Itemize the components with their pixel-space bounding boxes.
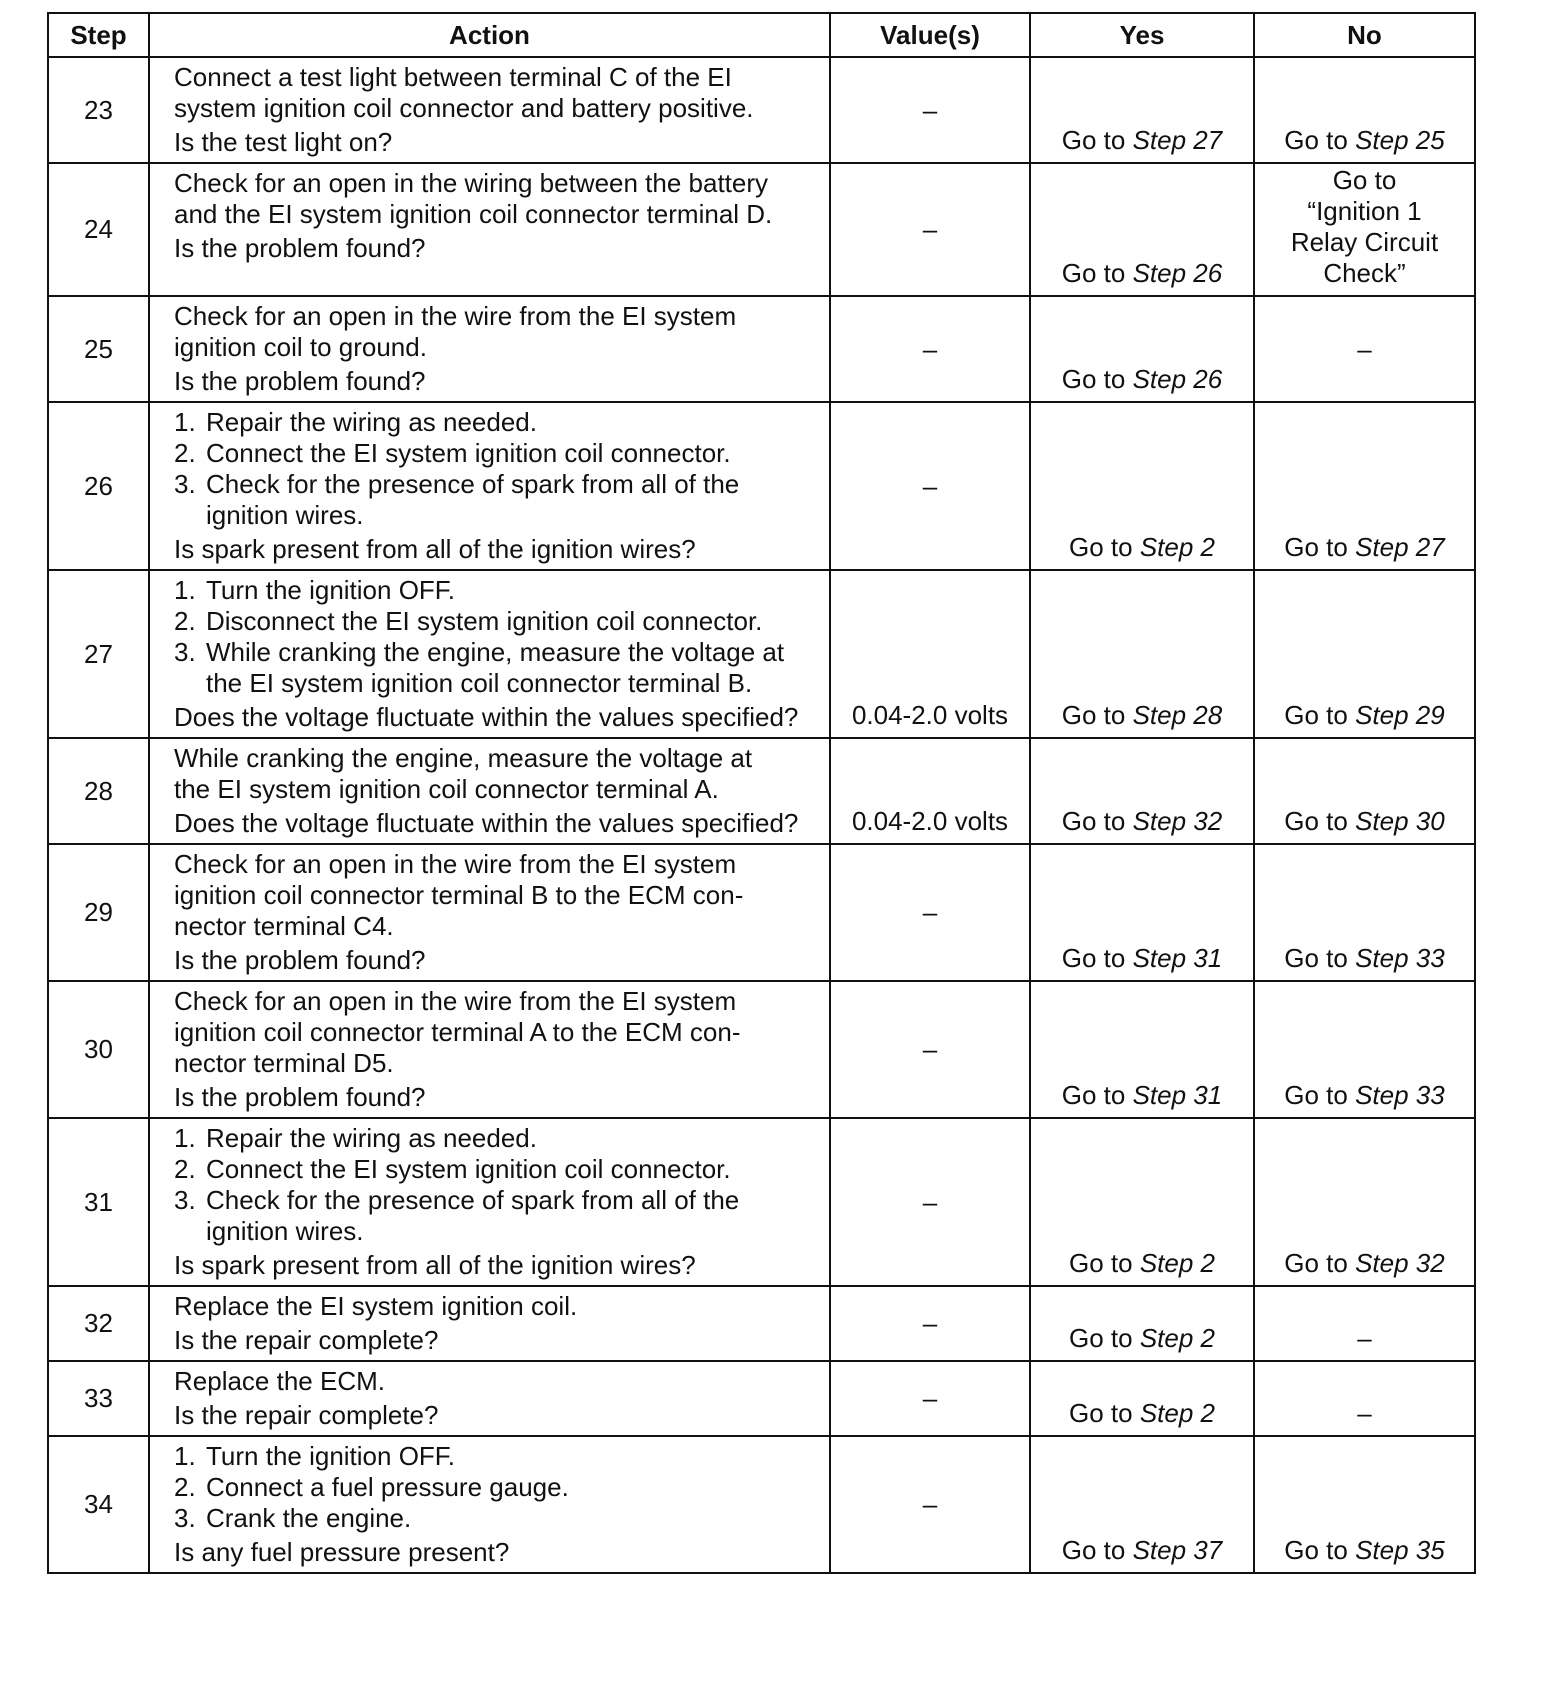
- item-number: 1.: [174, 575, 196, 605]
- no-cell: –: [1254, 1361, 1475, 1436]
- value-cell: –: [830, 1436, 1030, 1573]
- action-item: [174, 1154, 819, 1185]
- action-question: Is the repair complete?: [174, 1400, 439, 1430]
- action-question: Does the voltage fluctuate within the values specified?: [174, 808, 799, 838]
- no-cell: –: [1254, 1286, 1475, 1361]
- item-text: Check for the presence of spark from all of the: [206, 1185, 740, 1215]
- table-row: [48, 570, 1475, 738]
- step-number: 26: [48, 402, 149, 570]
- item-text: Repair the wiring as needed.: [206, 1123, 537, 1153]
- item-number: 3.: [174, 469, 196, 499]
- goto-step-link: Step 32: [1132, 806, 1223, 836]
- goto-text: Go to: [1069, 1248, 1133, 1278]
- table-row: [48, 402, 1475, 570]
- goto-text: Go to: [1284, 1248, 1348, 1278]
- goto-step-link: Step 33: [1355, 1080, 1445, 1110]
- yes-cell: [1030, 1118, 1254, 1286]
- action-line: and the EI system ignition coil connector terminal D.: [174, 199, 773, 229]
- yes-cell: [1030, 1286, 1254, 1361]
- value-cell: –: [830, 163, 1030, 296]
- action-question: Is the problem found?: [174, 233, 426, 263]
- action-question: Does the voltage fluctuate within the values specified?: [174, 702, 799, 732]
- table-row: [48, 1361, 1475, 1436]
- action-item: [174, 637, 819, 668]
- goto-step-link: Step 2: [1139, 1398, 1215, 1428]
- action-item: [174, 1503, 819, 1534]
- action-item: [174, 606, 819, 637]
- goto-step-link: Step 26: [1132, 258, 1223, 288]
- goto-step-link: Step 27: [1132, 125, 1223, 155]
- yes-cell: [1030, 1436, 1254, 1573]
- goto-step-link: Step 33: [1355, 943, 1445, 973]
- action-question: Is any fuel pressure present?: [174, 1537, 510, 1567]
- action-item: [174, 469, 819, 500]
- step-number: 24: [48, 163, 149, 296]
- goto-step-link: Step 29: [1355, 700, 1445, 730]
- goto-step-link: Step 28: [1132, 700, 1223, 730]
- item-number: 1.: [174, 407, 196, 437]
- goto-step-link: Step 35: [1355, 1535, 1445, 1565]
- goto-text: Go to: [1061, 125, 1126, 155]
- header-no: No: [1254, 13, 1475, 57]
- goto-text: Go to: [1061, 1535, 1126, 1565]
- goto-step-link: Step 31: [1132, 1080, 1223, 1110]
- no-line: “Ignition 1: [1307, 196, 1422, 226]
- action-cell: [149, 402, 830, 570]
- yes-cell: [1030, 844, 1254, 981]
- no-cell: [1254, 1118, 1475, 1286]
- yes-cell: [1030, 402, 1254, 570]
- item-continuation: the EI system ignition coil connector terminal B.: [206, 668, 753, 698]
- item-text: Connect a fuel pressure gauge.: [206, 1472, 569, 1502]
- table-row: [48, 163, 1475, 296]
- no-cell: [1254, 163, 1475, 296]
- value-cell: –: [830, 1118, 1030, 1286]
- no-cell: [1254, 402, 1475, 570]
- action-item: [174, 438, 819, 469]
- goto-step-link: Step 2: [1139, 1323, 1215, 1353]
- step-number: 25: [48, 296, 149, 402]
- item-number: 1.: [174, 1123, 196, 1153]
- header-row: [48, 13, 1475, 57]
- goto-text: Go to: [1069, 1323, 1133, 1353]
- action-line: system ignition coil connector and battery positive.: [174, 93, 754, 123]
- value-cell: –: [830, 57, 1030, 163]
- action-line: Replace the EI system ignition coil.: [174, 1291, 578, 1321]
- item-text: Connect the EI system ignition coil connector.: [206, 1154, 731, 1184]
- no-line: Go to: [1332, 165, 1397, 195]
- action-line: Check for an open in the wire from the EI system: [174, 301, 737, 331]
- step-number: 28: [48, 738, 149, 844]
- header-step: Step: [48, 13, 149, 57]
- no-cell: –: [1254, 296, 1475, 402]
- table-row: [48, 1436, 1475, 1573]
- no-line: Check”: [1323, 258, 1406, 288]
- item-number: 3.: [174, 637, 196, 667]
- goto-step-link: Step 2: [1139, 532, 1215, 562]
- action-cell: [149, 1436, 830, 1573]
- yes-cell: [1030, 981, 1254, 1118]
- value-cell: 0.04-2.0 volts: [830, 570, 1030, 738]
- action-item: [174, 1472, 819, 1503]
- item-number: 2.: [174, 438, 196, 468]
- action-line: ignition coil connector terminal B to the ECM con-: [174, 880, 744, 910]
- item-text: While cranking the engine, measure the voltage at: [206, 637, 785, 667]
- goto-text: Go to: [1284, 1535, 1348, 1565]
- action-line: ignition coil connector terminal A to the ECM con-: [174, 1017, 741, 1047]
- item-number: 2.: [174, 1154, 196, 1184]
- action-cell: [149, 981, 830, 1118]
- step-number: 34: [48, 1436, 149, 1573]
- yes-cell: [1030, 738, 1254, 844]
- step-number: 23: [48, 57, 149, 163]
- action-item: [174, 575, 819, 606]
- header-yes: Yes: [1030, 13, 1254, 57]
- item-continuation: ignition wires.: [206, 500, 364, 530]
- action-line: Check for an open in the wire from the EI system: [174, 986, 737, 1016]
- action-item: [174, 1185, 819, 1216]
- value-cell: –: [830, 1286, 1030, 1361]
- goto-step-link: Step 37: [1132, 1535, 1223, 1565]
- value-cell: –: [830, 844, 1030, 981]
- goto-text: Go to: [1061, 258, 1126, 288]
- no-line: Relay Circuit: [1290, 227, 1439, 257]
- action-cell: [149, 738, 830, 844]
- goto-step-link: Step 27: [1355, 532, 1445, 562]
- action-question: Is the problem found?: [174, 1082, 426, 1112]
- goto-text: Go to: [1069, 1398, 1133, 1428]
- value-cell: –: [830, 1361, 1030, 1436]
- goto-text: Go to: [1069, 532, 1133, 562]
- no-cell: [1254, 981, 1475, 1118]
- goto-step-link: Step 32: [1355, 1248, 1445, 1278]
- goto-step-link: Step 31: [1132, 943, 1223, 973]
- value-cell: –: [830, 402, 1030, 570]
- action-item: [174, 1441, 819, 1472]
- table-row: [48, 738, 1475, 844]
- action-cell: [149, 163, 830, 296]
- action-question: Is the problem found?: [174, 366, 426, 396]
- goto-text: Go to: [1284, 1080, 1348, 1110]
- no-cell: [1254, 57, 1475, 163]
- value-cell: –: [830, 296, 1030, 402]
- action-question: Is spark present from all of the ignition wires?: [174, 534, 696, 564]
- item-text: Repair the wiring as needed.: [206, 407, 537, 437]
- goto-step-link: Step 25: [1355, 125, 1445, 155]
- item-continuation: ignition wires.: [206, 1216, 364, 1246]
- action-line: Check for an open in the wire from the EI system: [174, 849, 737, 879]
- goto-text: Go to: [1284, 943, 1348, 973]
- action-question: Is spark present from all of the ignition wires?: [174, 1250, 696, 1280]
- action-item: [174, 407, 819, 438]
- action-question: Is the test light on?: [174, 127, 393, 157]
- action-line: Replace the ECM.: [174, 1366, 385, 1396]
- goto-text: Go to: [1061, 806, 1126, 836]
- goto-text: Go to: [1061, 943, 1126, 973]
- action-cell: [149, 296, 830, 402]
- no-cell: [1254, 738, 1475, 844]
- action-cell: [149, 1286, 830, 1361]
- item-text: Disconnect the EI system ignition coil connector.: [206, 606, 763, 636]
- action-item: [174, 1123, 819, 1154]
- value-cell: –: [830, 981, 1030, 1118]
- yes-cell: [1030, 57, 1254, 163]
- action-line: the EI system ignition coil connector terminal A.: [174, 774, 719, 804]
- action-question: Is the repair complete?: [174, 1325, 439, 1355]
- goto-text: Go to: [1061, 364, 1126, 394]
- action-line: nector terminal D5.: [174, 1048, 394, 1078]
- step-number: 32: [48, 1286, 149, 1361]
- goto-text: Go to: [1284, 532, 1348, 562]
- goto-step-link: Step 26: [1132, 364, 1223, 394]
- goto-text: Go to: [1061, 700, 1126, 730]
- header-action: Action: [149, 13, 830, 57]
- yes-cell: [1030, 570, 1254, 738]
- item-text: Connect the EI system ignition coil connector.: [206, 438, 731, 468]
- table-row: [48, 844, 1475, 981]
- item-number: 2.: [174, 1472, 196, 1502]
- item-number: 3.: [174, 1503, 196, 1533]
- value-cell: 0.04-2.0 volts: [830, 738, 1030, 844]
- step-number: 29: [48, 844, 149, 981]
- item-text: Turn the ignition OFF.: [206, 575, 456, 605]
- item-number: 1.: [174, 1441, 196, 1471]
- action-line: nector terminal C4.: [174, 911, 394, 941]
- no-cell: [1254, 844, 1475, 981]
- goto-text: Go to: [1284, 806, 1348, 836]
- step-number: 33: [48, 1361, 149, 1436]
- step-number: 31: [48, 1118, 149, 1286]
- action-line: ignition coil to ground.: [174, 332, 427, 362]
- action-line: Connect a test light between terminal C of the EI: [174, 62, 732, 92]
- table-row: [48, 1286, 1475, 1361]
- header-value: Value(s): [830, 13, 1030, 57]
- goto-text: Go to: [1284, 125, 1348, 155]
- table-row: [48, 981, 1475, 1118]
- yes-cell: [1030, 296, 1254, 402]
- table-row: [48, 1118, 1475, 1286]
- no-cell: [1254, 1436, 1475, 1573]
- step-number: 27: [48, 570, 149, 738]
- table-row: [48, 57, 1475, 163]
- item-text: Crank the engine.: [206, 1503, 412, 1533]
- action-line: Check for an open in the wiring between the battery: [174, 168, 769, 198]
- item-number: 2.: [174, 606, 196, 636]
- item-text: Check for the presence of spark from all of the: [206, 469, 740, 499]
- goto-step-link: Step 30: [1355, 806, 1445, 836]
- goto-step-link: Step 2: [1139, 1248, 1215, 1278]
- item-number: 3.: [174, 1185, 196, 1215]
- table-row: [48, 296, 1475, 402]
- no-cell: [1254, 570, 1475, 738]
- item-text: Turn the ignition OFF.: [206, 1441, 456, 1471]
- goto-text: Go to: [1061, 1080, 1126, 1110]
- action-cell: [149, 1118, 830, 1286]
- goto-text: Go to: [1284, 700, 1348, 730]
- yes-cell: [1030, 163, 1254, 296]
- action-line: While cranking the engine, measure the voltage at: [174, 743, 753, 773]
- action-cell: [149, 1361, 830, 1436]
- action-question: Is the problem found?: [174, 945, 426, 975]
- action-cell: [149, 57, 830, 163]
- step-number: 30: [48, 981, 149, 1118]
- diagnostic-table: [47, 12, 1476, 1574]
- yes-cell: [1030, 1361, 1254, 1436]
- action-cell: [149, 570, 830, 738]
- action-cell: [149, 844, 830, 981]
